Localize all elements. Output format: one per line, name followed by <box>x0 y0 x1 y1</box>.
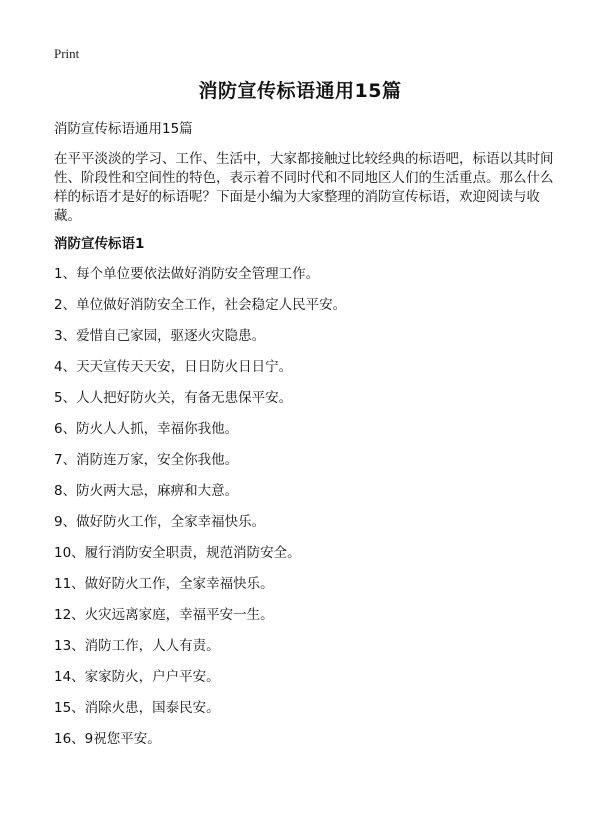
slogan-item: 15、消除火患，国泰民安。 <box>54 700 220 716</box>
slogan-item: 5、人人把好防火关，有备无患保平安。 <box>54 390 293 406</box>
intro-paragraph: 在平平淡淡的学习、工作、生活中，大家都接触过比较经典的标语吧，标语以其时间性、阶段性和空间性的特色，表示着不同时代和不同地区人们的生活重点。那么什么样的标语才是好的标语呢？下面是小编为大家整理的消防宣传标语，欢迎阅读与收藏。 <box>54 151 554 224</box>
print-link[interactable]: Print <box>54 46 80 61</box>
document-subtitle: 消防宣传标语通用15篇 <box>54 121 193 137</box>
slogan-item: 14、家家防火，户户平安。 <box>54 669 220 685</box>
slogan-item: 2、单位做好消防安全工作，社会稳定人民平安。 <box>54 297 347 313</box>
slogan-list <box>54 265 346 761</box>
slogan-item: 12、火灾远离家庭，幸福平安一生。 <box>54 607 274 623</box>
slogan-item: 3、爱惜自己家园，驱逐火灾隐患。 <box>54 328 266 344</box>
slogan-item: 6、防火人人抓，幸福你我他。 <box>54 421 239 437</box>
slogan-item: 7、消防连万家，安全你我他。 <box>54 452 239 468</box>
slogan-item: 16、9祝您平安。 <box>54 731 161 747</box>
slogan-item: 13、消防工作，人人有责。 <box>54 638 220 654</box>
slogan-item: 4、天天宣传天天安，日日防火日日宁。 <box>54 359 293 375</box>
slogan-item: 10、履行消防安全职责，规范消防安全。 <box>54 545 301 561</box>
slogan-item: 11、做好防火工作，全家幸福快乐。 <box>54 576 274 592</box>
slogan-item: 8、防火两大忌，麻痹和大意。 <box>54 483 239 499</box>
slogan-item: 9、做好防火工作，全家幸福快乐。 <box>54 514 266 530</box>
slogan-item: 1、每个单位要依法做好消防安全管理工作。 <box>54 266 320 282</box>
section-heading: 消防宣传标语1 <box>54 236 145 252</box>
document-title: 消防宣传标语通用15篇 <box>198 80 402 102</box>
